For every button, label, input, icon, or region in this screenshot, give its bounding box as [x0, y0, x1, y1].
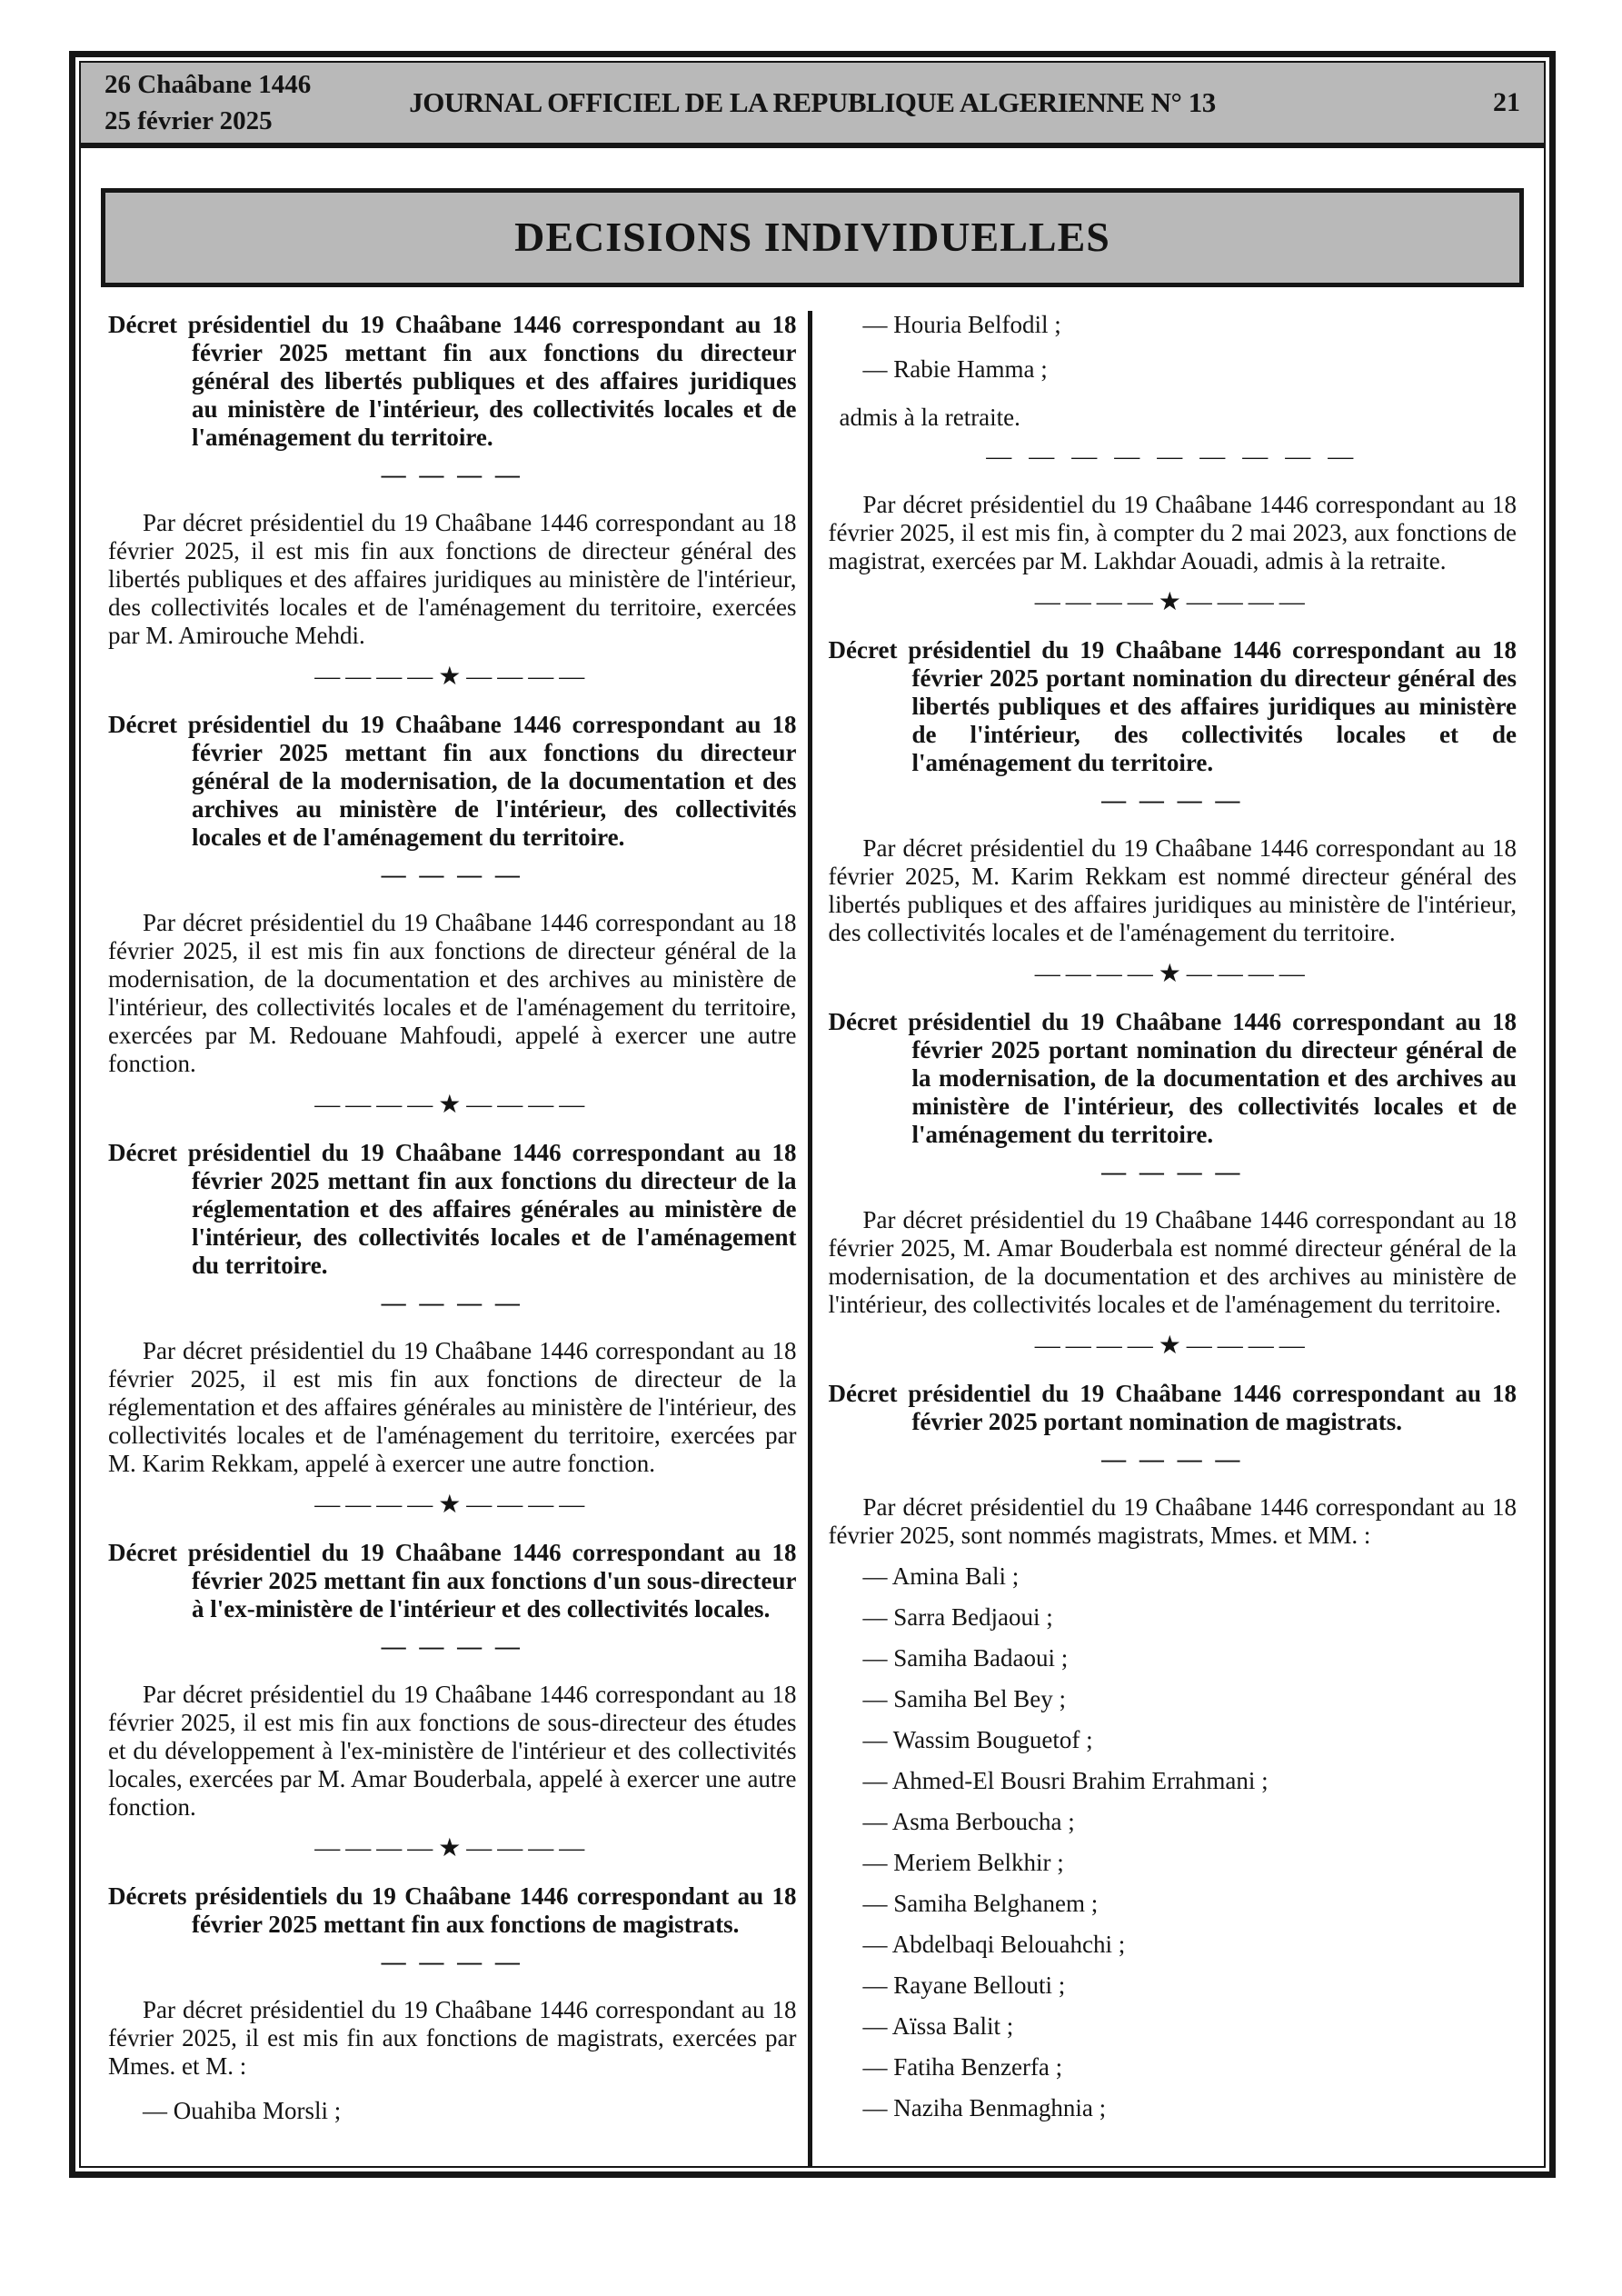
page-number: 21 — [1493, 87, 1520, 117]
magistrate-item: — Abdelbaqi Belouahchi ; — [862, 1931, 1126, 1958]
journal-title: JOURNAL OFFICIEL DE LA REPUBLIQUE ALGERIENNE N° 13 — [409, 86, 1216, 118]
page-header — [81, 63, 1544, 148]
magistrate-item: — Samiha Badaoui ; — [862, 1644, 1069, 1672]
decree-title: Décret présidentiel du 19 Chaâbane 1446 correspondant au 18 février 2025 portant nomination du directeur général de la modernisation, de la documentation et des archives au ministère de l'intérieur, des collectivités locales et de l'aménagement du territoire. — [828, 1008, 1517, 1148]
decree-title: Décret présidentiel du 19 Chaâbane 1446 correspondant au 18 février 2025 portant nomination du directeur général des libertés publiques et des affaires juridiques au ministère de l'intérieur, des collectivités locales et de l'aménagement du territoire. — [828, 636, 1517, 776]
separator-dashes: — — — — — [381, 861, 523, 888]
separator-star: ————★———— — [1034, 960, 1310, 988]
right-column — [812, 311, 1545, 2166]
retirement-note: admis à la retraite. — [839, 404, 1020, 431]
magistrate-item: — Samiha Belghanem ; — [862, 1890, 1099, 1917]
section-title: DECISIONS INDIVIDUELLES — [514, 214, 1110, 260]
magistrate-item: — Amina Bali ; — [862, 1562, 1020, 1590]
separator-dashes: — — — — — [381, 461, 523, 488]
header-dates — [104, 66, 311, 139]
separator-dashes: — — — — — [381, 1289, 523, 1316]
separator-dashes: — — — — — [381, 1632, 523, 1660]
decree-body: Par décret présidentiel du 19 Chaâbane 1446 correspondant au 18 février 2025, M. Amar Bouderbala est nommé directeur général de la modernisation, de la documentation et des archives au ministère de l'intérieur, des collectivités locales et de l'aménagement du territoire. — [828, 1206, 1517, 1318]
magistrate-item: — Sarra Bedjaoui ; — [862, 1603, 1053, 1631]
magistrate-item: — Naziha Benmaghnia ; — [862, 2094, 1107, 2121]
date-gregorian: 25 février 2025 — [104, 106, 273, 135]
section-banner — [101, 188, 1524, 287]
magistrate-item: — Fatiha Benzerfa ; — [862, 2053, 1063, 2081]
decree-title: Décret présidentiel du 19 Chaâbane 1446 correspondant au 18 février 2025 portant nomination de magistrats. — [828, 1380, 1517, 1435]
decree-title: Décret présidentiel du 19 Chaâbane 1446 correspondant au 18 février 2025 mettant fin aux fonctions du directeur général de la modernisation, de la documentation et des archives au ministère de l'intérieur, des collectivités locales et de l'aménagement du territoire. — [108, 711, 797, 851]
decree-body: Par décret présidentiel du 19 Chaâbane 1446 correspondant au 18 février 2025, il est mis fin aux fonctions de magistrats, exercées par Mmes. et M. : — [108, 1996, 797, 2080]
journal-page — [79, 61, 1546, 2168]
decree-body: Par décret présidentiel du 19 Chaâbane 1446 correspondant au 18 février 2025, il est mis fin aux fonctions de directeur général de la modernisation, de la documentation et des archives au ministère de l'intérieur, des collectivités locales et de l'aménagement du territoire, exercées par M. Redouane Mahfoudi, appelé à exercer une autre fonction. — [108, 909, 797, 1077]
decree-body: Par décret présidentiel du 19 Chaâbane 1446 correspondant au 18 février 2025, il est mis fin, à compter du 2 mai 2023, aux fonctions de magistrat, exercées par M. Lakhdar Aouadi, admis à la retraite. — [828, 491, 1517, 574]
magistrate-item: — Rayane Bellouti ; — [862, 1972, 1066, 1999]
separator-star: ————★———— — [314, 663, 591, 691]
magistrate-item: — Meriem Belkhir ; — [862, 1849, 1064, 1876]
decree-body: Par décret présidentiel du 19 Chaâbane 1446 correspondant au 18 février 2025, il est mis fin aux fonctions de directeur général des libertés publiques et des affaires juridiques au ministère de l'intérieur, des collectivités locales et de l'aménagement du territoire, exercées par M. Amirouche Mehdi. — [108, 509, 797, 649]
decree-body: Par décret présidentiel du 19 Chaâbane 1446 correspondant au 18 février 2025, M. Karim Rekkam est nommé directeur général des libertés publiques et des affaires juridiques au ministère de l'intérieur, des collectivités locales et de l'aménagement du territoire. — [828, 834, 1517, 946]
left-column — [81, 311, 808, 2166]
decree-body: Par décret présidentiel du 19 Chaâbane 1446 correspondant au 18 février 2025, il est mis fin aux fonctions de sous-directeur des études et du développement à l'ex-ministère de l'intérieur et des collectivités locales, exercées par M. Amar Bouderbala, appelé à exercer une autre fonction. — [108, 1681, 797, 1821]
decree-body: Par décret présidentiel du 19 Chaâbane 1446 correspondant au 18 février 2025, il est mis fin aux fonctions de directeur de la réglementation et des affaires générales au ministère de l'intérieur, des collectivités locales et de l'aménagement du territoire, exercées par M. Karim Rekkam, appelé à exercer une autre fonction. — [108, 1337, 797, 1477]
separator-dashes: — — — — — [381, 1948, 523, 1975]
magistrate-item: — Samiha Bel Bey ; — [862, 1685, 1066, 1712]
content-columns — [81, 311, 1544, 2166]
decree-title: Décret présidentiel du 19 Chaâbane 1446 correspondant au 18 février 2025 mettant fin aux fonctions du directeur général des libertés publiques et des affaires juridiques au ministère de l'intérieur, des collectivités locales et de l'aménagement du territoire. — [108, 311, 797, 451]
decree-title: Décret présidentiel du 19 Chaâbane 1446 correspondant au 18 février 2025 mettant fin aux fonctions du directeur de la réglementation et des affaires générales au ministère de l'intérieur, des collectivités locales et de l'aménagement du territoire. — [108, 1139, 797, 1279]
journal-page-frame — [69, 51, 1556, 2178]
magistrate-item: — Ahmed-El Bousri Brahim Errahmani ; — [862, 1767, 1269, 1794]
date-hijri: 26 Chaâbane 1446 — [104, 70, 312, 99]
separator-star: ————★———— — [1034, 588, 1310, 616]
magistrate-item: — Aïssa Balit ; — [862, 2012, 1014, 2040]
magistrate-item: — Asma Berboucha ; — [862, 1808, 1075, 1835]
decree-title: Décrets présidentiels du 19 Chaâbane 1446 correspondant au 18 février 2025 mettant fin aux fonctions de magistrats. — [108, 1882, 797, 1938]
magistrate-item: — Houria Belfodil ; — [862, 311, 1061, 338]
magistrate-item: — Wassim Bouguetof ; — [862, 1726, 1093, 1753]
separator-dashes: — — — — — [1101, 1158, 1244, 1185]
magistrate-item: — Ouahiba Morsli ; — [143, 2097, 342, 2124]
decree-title: Décret présidentiel du 19 Chaâbane 1446 correspondant au 18 février 2025 mettant fin aux fonctions d'un sous-directeur à l'ex-ministère de l'intérieur et des collectivités locales. — [108, 1539, 797, 1622]
separator-star: ————★———— — [314, 1491, 591, 1519]
decree-body: Par décret présidentiel du 19 Chaâbane 1446 correspondant au 18 février 2025, sont nommés magistrats, Mmes. et MM. : — [828, 1493, 1517, 1549]
separator-dashes: — — — — — [1101, 786, 1244, 814]
separator-star: ————★———— — [314, 1834, 591, 1862]
separator-star: ————★———— — [1034, 1332, 1310, 1360]
magistrate-item: — Rabie Hamma ; — [862, 355, 1048, 383]
separator-dashes: — — — — — [1101, 1445, 1244, 1472]
separator-star: ————★———— — [314, 1091, 591, 1119]
separator-long: — — — — — — — — — — [986, 443, 1359, 471]
